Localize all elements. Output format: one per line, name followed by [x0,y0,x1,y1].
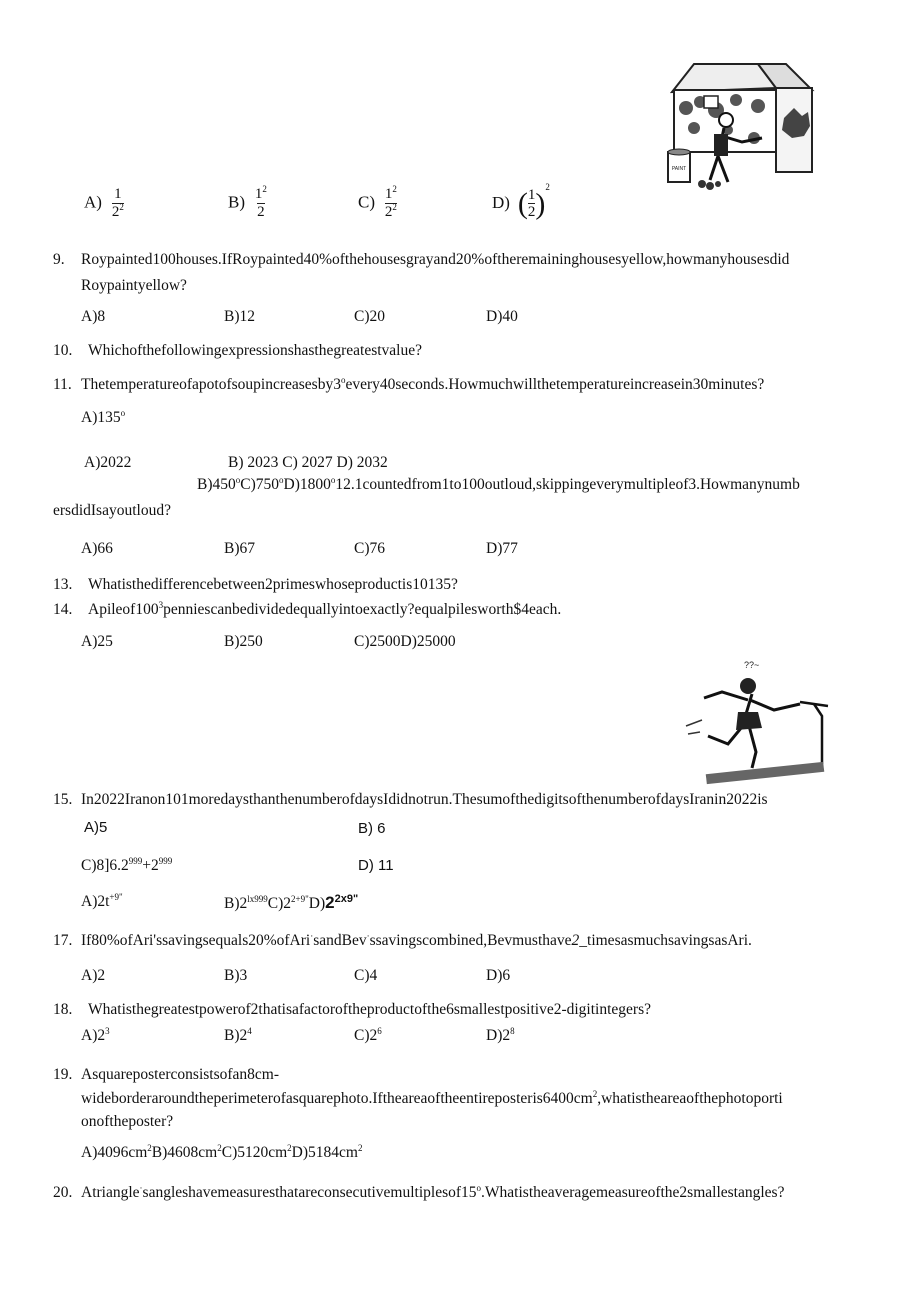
q11-option-a-text: A)135 [81,409,121,426]
q11-degree: o [340,375,346,385]
q16-option-a-exp: +9" [109,892,123,902]
q13-text: Whatisthedifferencebetween2primeswhoseproductis10135? [88,576,458,593]
q18-option-c-base: C)2 [354,1027,378,1044]
q17-text-post: timesasmuchsavingsasAri. [587,932,752,949]
q11-text-post: every40seconds.Howmuchwillthetemperatureincreasein30minutes? [345,376,765,393]
q8-option-c[interactable] [358,184,397,221]
q17-number: 17. [53,932,73,949]
q17-option-a[interactable]: A)2 [81,967,106,984]
q8-option-a-fraction [112,187,124,221]
q18-option-b-base: B)2 [224,1027,248,1044]
q8-option-a-label: A) [84,192,102,212]
mixed-b: B)450 [197,476,236,493]
q16-option-c-base: C)2 [267,895,292,912]
q8-option-c-num-exponent: 2 [392,184,397,194]
q8-option-b-fraction [254,184,267,221]
q17-option-c[interactable]: C)4 [354,967,378,984]
q19-option-b: B)4608cm [151,1144,218,1161]
q15-number: 15. [53,791,73,808]
q16-plus: +2 [142,857,159,874]
q12-text-line2: ersdidIsayoutloud? [53,502,171,519]
q19-number: 19. [53,1066,73,1083]
mixed-d: D)1800 [283,476,331,493]
q17-tick-1: · [310,931,314,941]
q15-option-d[interactable]: D) 11 [358,857,394,874]
q20-text [81,1184,784,1202]
q20-degree: o [476,1183,482,1193]
q18-option-d[interactable] [486,1027,515,1045]
q15-option-c-q16 [81,857,172,875]
q12-answer-d[interactable]: D)77 [486,540,518,557]
q16-option-d-label: D) [308,895,326,912]
q18-option-b[interactable] [224,1027,252,1045]
q9-text-line1: Roypainted100houses.IfRoypainted40%ofthehousesgrayand20%oftheremaininghousesyellow,howmanyhousesdid [81,251,790,268]
q20-text-mid: sangleshavemeasuresthatareconsecutivemultiplesof15 [142,1184,477,1201]
q15-text: In2022Iranon101moredaysthanthenumberofdaysIdidnotrun.ThesumofthedigitsofthenumberofdaysIranin2022is [81,791,768,808]
q11-number: 11. [53,376,72,393]
q8-option-d[interactable] [492,182,550,221]
q17-option-d[interactable]: D)6 [486,967,511,984]
q18-option-d-exp: 8 [510,1026,515,1036]
q19-text-line2 [81,1090,783,1108]
q19-line2-exp: 2 [592,1089,598,1099]
q16-option-d-exp: 2x9" [334,893,359,905]
q19-option-c: C)5120cm [221,1144,288,1161]
q8-option-d-exponent: 2 [545,182,550,192]
q16-option-bcd[interactable] [224,893,358,913]
q18-option-a-base: A)2 [81,1027,106,1044]
mixed-c: C)750 [240,476,279,493]
q12-answer-a[interactable]: A)66 [81,540,113,557]
q18-option-a[interactable] [81,1027,110,1045]
q8-option-a-numerator: 1 [114,186,122,202]
q9-option-a[interactable]: A)8 [81,308,106,325]
q8-option-c-fraction [384,184,397,221]
q8-option-b[interactable] [228,184,267,221]
mixed-b-degree: o [235,475,241,485]
q19-text-line3: onoftheposter? [81,1113,174,1130]
q9-option-c[interactable]: C)20 [354,308,385,325]
q9-option-d[interactable]: D)40 [486,308,518,325]
q19-option-d-exp: 2 [357,1143,363,1153]
q20-text-pre: Atriangle [81,1184,140,1201]
q14-option-cd[interactable]: C)2500D)25000 [354,633,456,650]
q8-option-a-den-exponent: 2 [119,201,124,212]
q8-option-a[interactable] [84,187,124,221]
q19-text-line1: Asquareposterconsistsofan8cm- [81,1066,280,1083]
q16-exp-1: 999 [128,856,143,866]
q18-option-c-exp: 6 [377,1026,382,1036]
q18-option-c[interactable] [354,1027,382,1045]
q19-option-d: D)5184cm [291,1144,358,1161]
q18-number: 18. [53,1001,73,1018]
q8-option-b-numerator: 1 [254,186,263,202]
q20-text-post: .Whatistheaveragemeasureofthe2smallestangles? [481,1184,785,1201]
q8-option-d-left-paren: ( [517,187,528,221]
q19-option-a-exp: 2 [147,1143,152,1153]
q19-option-b-exp: 2 [217,1143,222,1153]
q11-option-a-degree: o [120,408,126,418]
q18-text: Whatisthegreatestpowerof2thatisafactoroftheproductofthe6smallestpositive2-digitintegers? [88,1001,651,1018]
q19-option-a: A)4096cm [81,1144,148,1161]
q8-option-c-label: C) [358,192,375,212]
q8-option-c-denominator: 2 [384,203,393,220]
q14-text-pre: Apileof100 [88,601,159,618]
q13-number: 13. [53,576,73,593]
q15-option-c-pre: C)8]6.2 [81,857,129,874]
q8-option-c-numerator: 1 [384,186,393,202]
q11-text-pre: Thetemperatureofapotofsoupincreasesby3 [81,376,341,393]
q12-text-line1: 12.1countedfrom1to100outloud,skippingeverymultipleof3.Howmanynumb [335,476,800,493]
q20-tick: · [139,1183,143,1193]
q14-exponent: 3 [158,600,164,610]
q12-answer-c[interactable]: C)76 [354,540,385,557]
q17-text-mid: sandBev [313,932,367,949]
q19-line2-post: ,whatistheareaofthephotoporti [597,1090,783,1107]
mixed-c-degree: o [279,475,284,485]
q15-option-b[interactable]: B) 6 [358,820,386,837]
q18-option-a-exp: 3 [105,1026,110,1036]
q11-option-a[interactable] [81,409,125,427]
q14-text [88,601,561,619]
q14-option-b[interactable]: B)250 [224,633,263,650]
q10-number: 10. [53,342,73,359]
painter-house-illustration [666,60,816,195]
q16-exp-2: 999 [158,856,173,866]
q12-answer-b[interactable]: B)67 [224,540,255,557]
q16-option-c-exp: 2+9" [291,894,309,904]
q9-option-b[interactable]: B)12 [224,308,255,325]
q8-option-d-denominator: 2 [527,204,536,221]
q9-text-line2: Roypaintyellow? [81,277,187,294]
q12-option-a[interactable]: A)2022 [84,454,132,471]
q8-option-b-label: B) [228,192,245,212]
q8-option-c-den-exponent: 2 [392,201,397,212]
q8-option-d-numerator: 1 [527,186,536,203]
q14-option-a[interactable]: A)25 [81,633,113,650]
q17-text-mid2: ssavingscombined,Bevmusthave [369,932,572,949]
q11-12-mixed-line [197,476,800,494]
q18-option-b-exp: 4 [247,1026,252,1036]
q18-option-d-base: D)2 [486,1027,511,1044]
q14-number: 14. [53,601,73,618]
q17-text [81,932,752,950]
q8-option-d-label: D) [492,193,510,212]
q17-text-pre: If80%ofAri'ssavingsequals20%ofAri [81,932,311,949]
runner-speech: ??~ [744,660,760,670]
q16-option-b-base: B)2 [224,895,248,912]
q16-option-b-exp: lx999 [247,894,268,904]
q10-text: Whichofthefollowingexpressionshasthegreatestvalue? [88,342,422,359]
q17-option-b[interactable]: B)3 [224,967,248,984]
q17-tick-2: · [366,931,370,941]
q17-italic-blank: 2_ [571,932,588,949]
q8-option-a-denominator: 2 [111,203,120,220]
q12-options-bcd[interactable]: B) 2023 C) 2027 D) 2032 [228,454,388,471]
q19-options[interactable] [81,1144,362,1162]
q8-option-b-num-exponent: 2 [262,184,267,194]
treadmill-runner-illustration [682,656,830,786]
q8-option-b-denominator: 2 [257,203,265,220]
q16-option-a-base: A)2t [81,893,110,910]
paint-can-label: PAINT [671,166,687,172]
q19-line2-pre: wideborderaroundtheperimeterofasquarephoto.Iftheareaoftheentireposteris6400cm [81,1090,593,1107]
q16-option-d-base: 2 [325,893,335,912]
q11-text [81,376,764,394]
q16-option-a[interactable] [81,893,123,911]
q15-option-a[interactable]: A)5 [84,819,108,836]
q14-text-post: penniescanbedividedequallyintoexactly?equalpilesworth$4each. [163,601,562,618]
mixed-d-degree: o [330,475,336,485]
q20-number: 20. [53,1184,73,1201]
q8-option-d-right-paren: ) [535,187,546,221]
q19-option-c-exp: 2 [287,1143,292,1153]
q9-number: 9. [53,251,65,268]
